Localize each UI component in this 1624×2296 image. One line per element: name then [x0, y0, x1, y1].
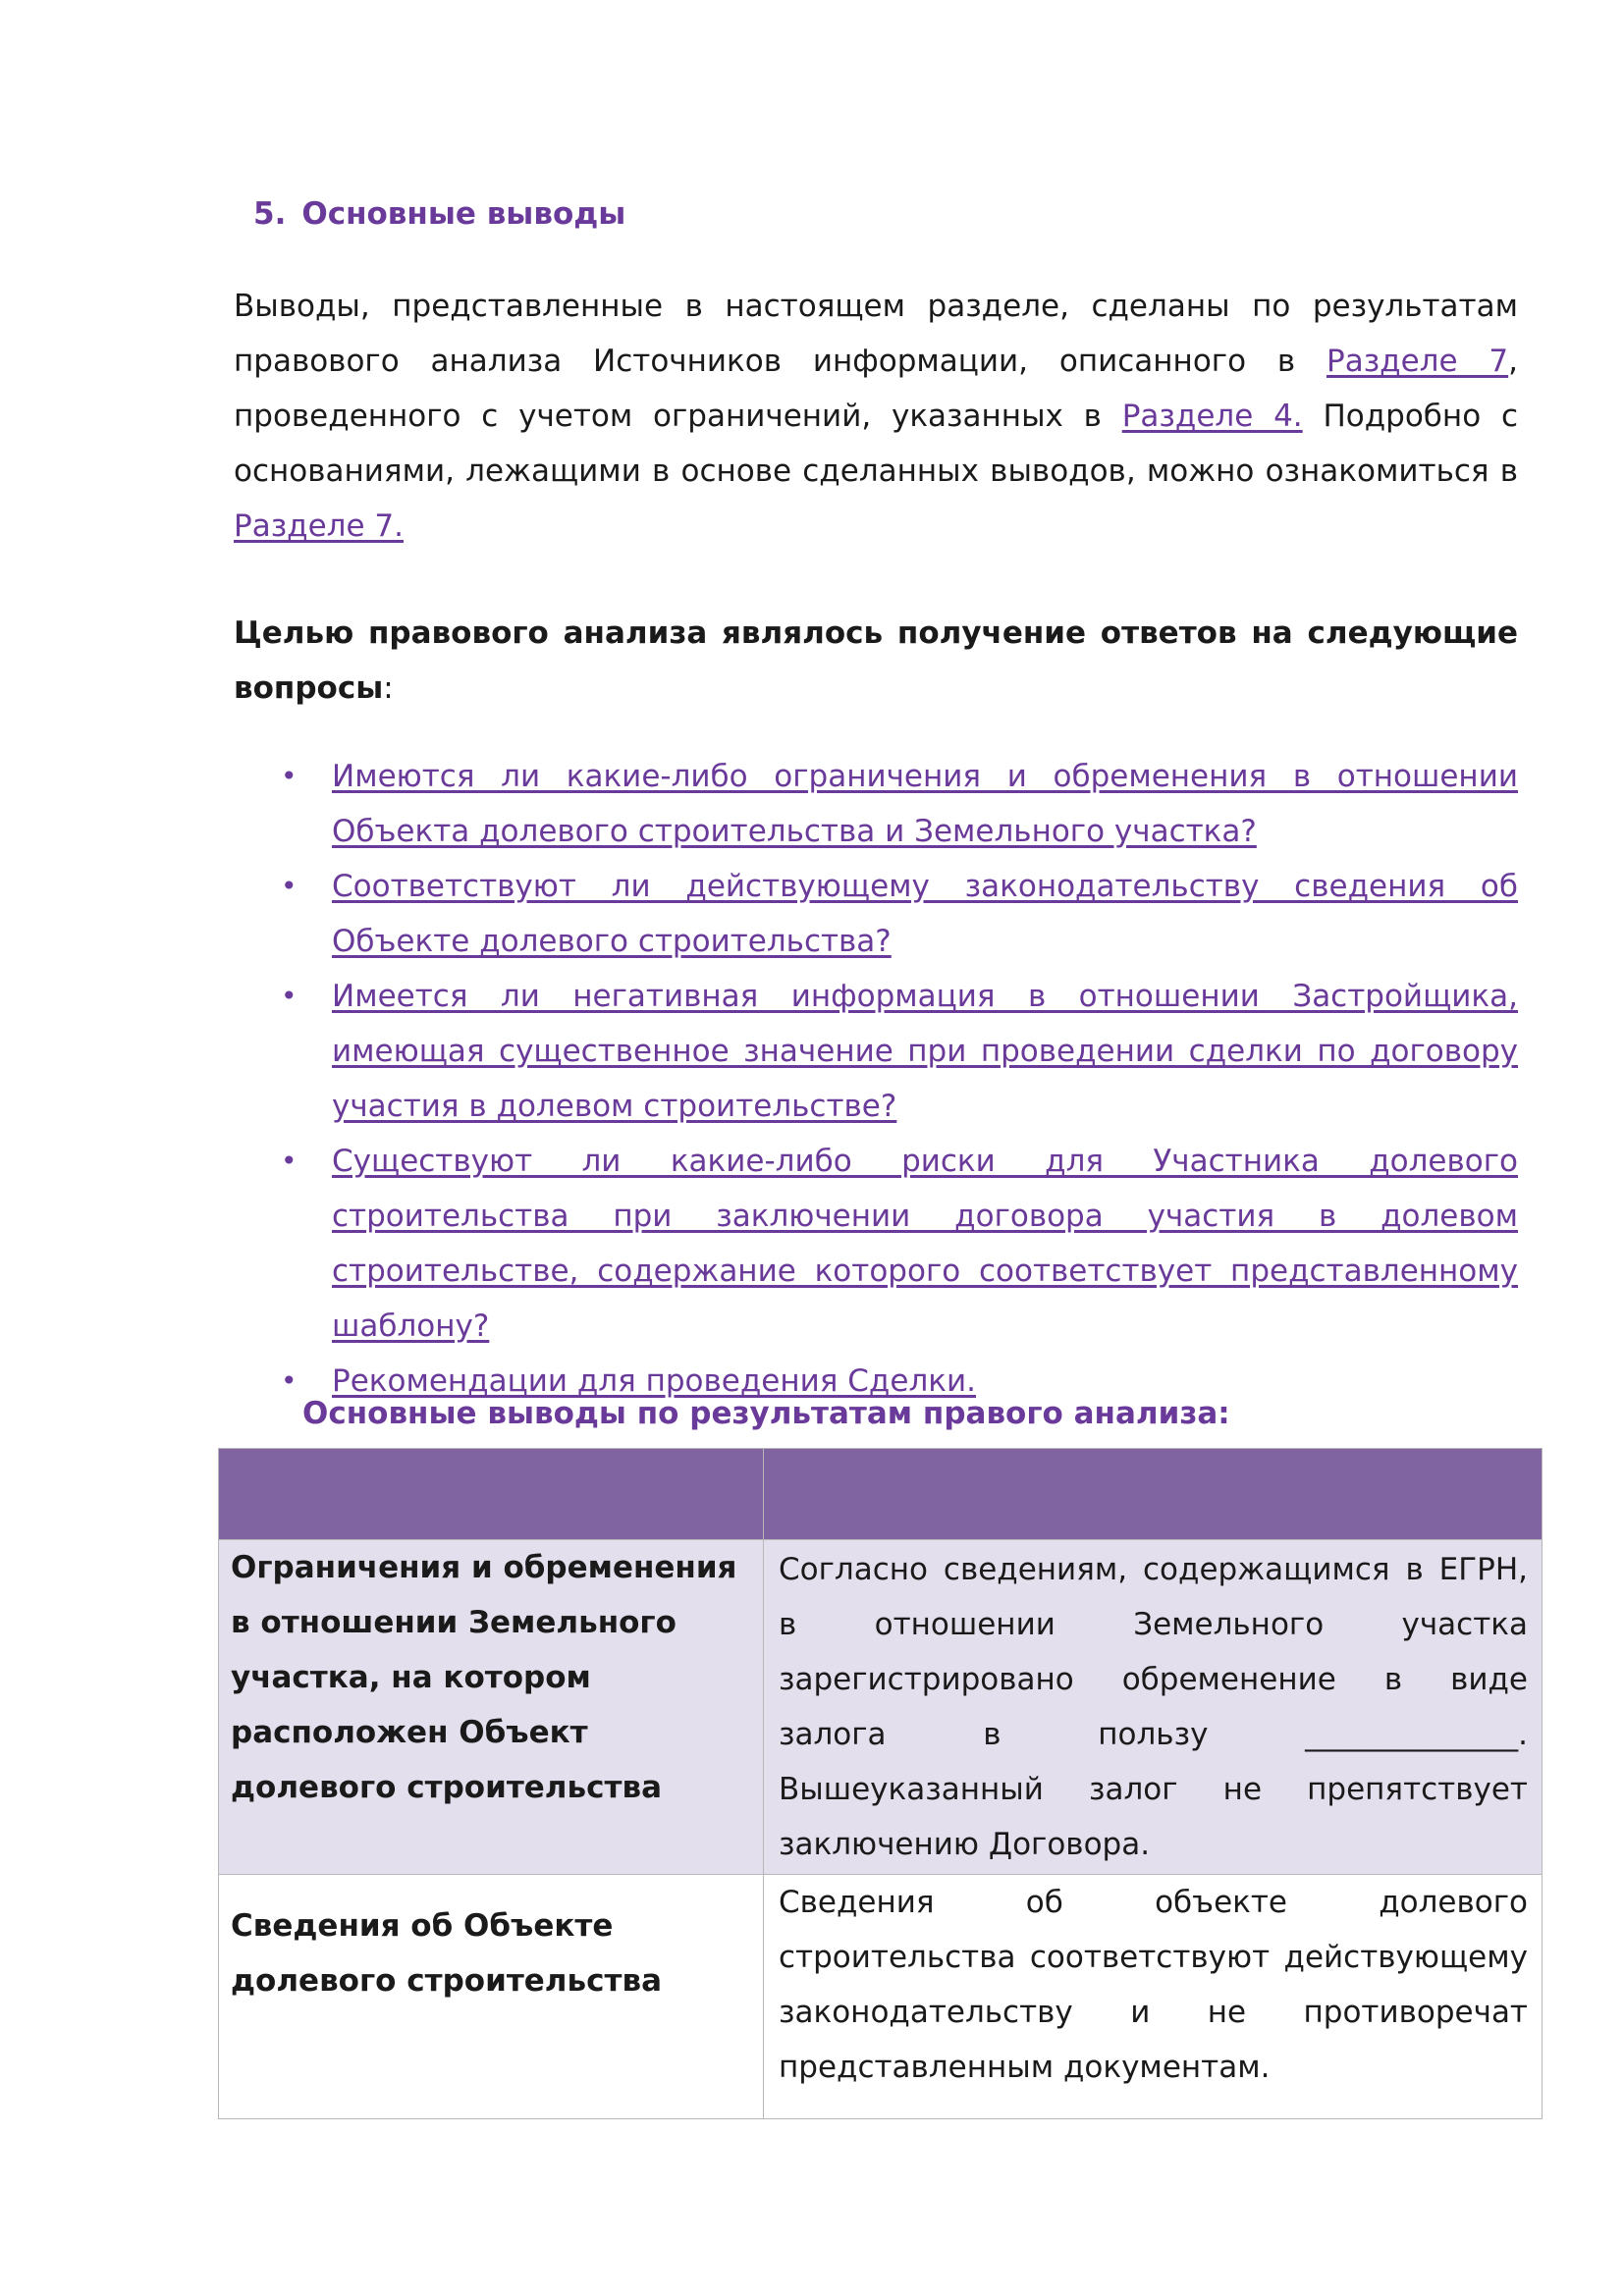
bullet-icon: • [281, 760, 298, 792]
table-row [219, 1875, 1543, 2119]
intro-text-1: Выводы, представленные в настоящем разделе, сделаны по результатам правового анализа Источников информации, описанного в [234, 289, 1518, 379]
section-number: 5. [253, 196, 287, 232]
goal-colon: : [383, 670, 394, 706]
section-title: Основные выводы [301, 196, 626, 232]
table-header-row [219, 1449, 1543, 1540]
link-section-4[interactable]: Разделе 4. [1121, 399, 1303, 434]
bullet-icon: • [281, 870, 298, 902]
table-header-cell [219, 1449, 764, 1540]
intro-text-3: Подробно с основаниями, лежащими в основе сделанных выводов, можно ознакомиться в [234, 399, 1518, 489]
question-link-3[interactable]: Имеется ли негативная информация в отношении Застройщика, имеющая существенное значение при проведении сделки по договору участия в долевом строительстве? [332, 979, 1518, 1124]
list-item [234, 1134, 1518, 1354]
question-link-1[interactable]: Имеются ли какие-либо ограничения и обременения в отношении Объекта долевого строительства и Земельного участка? [332, 759, 1518, 849]
table-title: Основные выводы по результатам правого анализа: [302, 1396, 1230, 1431]
questions-list [234, 749, 1518, 1409]
section-heading [253, 192, 625, 236]
row-label-object-info: Сведения об Объекте долевого строительства [219, 1875, 764, 2119]
goal-paragraph [234, 606, 1518, 716]
question-link-2[interactable]: Соответствуют ли действующему законодательству сведения об Объекте долевого строительства? [332, 869, 1518, 959]
list-item [234, 859, 1518, 969]
list-item [234, 969, 1518, 1134]
table-header-cell [764, 1449, 1543, 1540]
intro-paragraph [234, 279, 1518, 554]
link-section-7[interactable]: Разделе 7 [1326, 344, 1509, 379]
table-row [219, 1540, 1543, 1875]
bullet-icon: • [281, 980, 298, 1012]
goal-text: Целью правового анализа являлось получение ответов на следующие вопросы [234, 615, 1518, 706]
bullet-icon: • [281, 1145, 298, 1177]
row-label-land-encumbrance: Ограничения и обременения в отношении Земельного участка, на котором расположен Объект долевого строительства [219, 1540, 764, 1875]
bullet-icon: • [281, 1364, 298, 1397]
list-item [234, 749, 1518, 859]
link-section-7-second[interactable]: Разделе 7. [234, 508, 404, 544]
question-link-4[interactable]: Существуют ли какие-либо риски для Участника долевого строительства при заключении договора участия в долевом строительстве, содержание которого соответствует представленному шаблону? [332, 1144, 1518, 1344]
row-value-land-encumbrance: Согласно сведениям, содержащимся в ЕГРН, в отношении Земельного участка зарегистрировано обременение в виде залога в пользу ______________. Вышеуказанный залог не препятствует заключению Договора. [764, 1540, 1543, 1875]
intro-text-2: , проведенного с учетом ограничений, указанных в [234, 344, 1518, 434]
row-value-object-info: Сведения об объекте долевого строительства соответствуют действующему законодательству и не противоречат представленным документам. [764, 1875, 1543, 2119]
question-link-5[interactable]: Рекомендации для проведения Сделки. [332, 1363, 976, 1399]
findings-table [218, 1448, 1543, 2119]
